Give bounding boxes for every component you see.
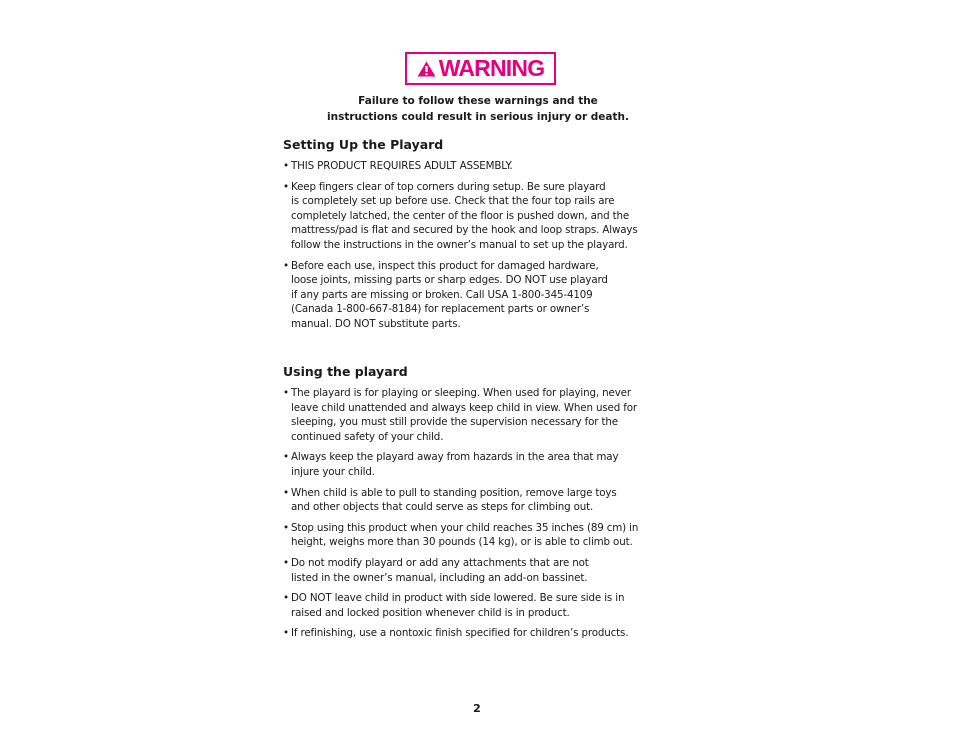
list-item-line: DO NOT leave child in product with side lowered. Be sure side is in: [291, 592, 625, 605]
list-item: [283, 486, 678, 515]
list-item: [283, 626, 678, 641]
bullet-mark: •: [283, 451, 289, 464]
list-item-line: injure your child.: [291, 465, 375, 478]
list-item-line: leave child unattended and always keep child in view. When used for: [291, 401, 637, 414]
list-item-line: THIS PRODUCT REQUIRES ADULT ASSEMBLY.: [291, 160, 513, 172]
list-item-text: [291, 159, 513, 174]
list-item-line: listed in the owner’s manual, including an add-on bassinet.: [291, 571, 588, 584]
bullet-mark: •: [283, 521, 289, 534]
list-item-line: The playard is for playing or sleeping. When used for playing, never: [291, 387, 631, 399]
section-title-setting-up: Setting Up the Playard: [283, 137, 444, 152]
warning-banner: [405, 52, 556, 85]
bullet-mark: •: [283, 387, 289, 399]
list-item-text: [291, 556, 589, 585]
setup-warning-list: [283, 159, 678, 332]
list-item-line: mattress/pad is flat and secured by the hook and loop straps. Always: [291, 224, 638, 237]
warning-intro-line: instructions could result in serious injury or death.: [327, 110, 629, 123]
list-item-text: [291, 486, 617, 515]
list-item-line: Do not modify playard or add any attachments that are not: [291, 556, 589, 569]
bullet-mark: •: [283, 486, 289, 499]
list-item-text: [291, 591, 624, 620]
warning-triangle-icon: [417, 61, 436, 77]
using-warning-list: [283, 386, 678, 641]
list-item: [283, 556, 678, 585]
list-item-line: if any parts are missing or broken. Call USA 1-800-345-4109: [291, 288, 593, 301]
list-item-line: Always keep the playard away from hazards in the area that may: [291, 451, 619, 464]
bullet-mark: •: [283, 180, 289, 193]
list-item-line: follow the instructions in the owner’s manual to set up the playard.: [291, 238, 628, 251]
bullet-mark: •: [283, 592, 289, 605]
list-item-line: loose joints, missing parts or sharp edges. DO NOT use playard: [291, 274, 608, 287]
list-item-line: Stop using this product when your child reaches 35 inches (89 cm) in: [291, 521, 639, 534]
bullet-mark: •: [283, 259, 289, 272]
list-item-text: [291, 180, 638, 253]
list-item: [283, 386, 678, 444]
list-item: [283, 521, 678, 550]
list-item-line: manual. DO NOT substitute parts.: [291, 317, 461, 330]
bullet-mark: •: [283, 627, 289, 640]
bullet-mark: •: [283, 160, 289, 172]
list-item-text: [291, 259, 608, 332]
list-item-line: continued safety of your child.: [291, 430, 444, 443]
list-item-text: [291, 626, 628, 641]
list-item-line: Keep fingers clear of top corners during setup. Be sure playard: [291, 180, 606, 193]
list-item: [283, 259, 678, 332]
list-item-line: When child is able to pull to standing position, remove large toys: [291, 486, 617, 499]
list-item-text: [291, 450, 618, 479]
warning-intro-line: Failure to follow these warnings and the: [358, 95, 598, 107]
page-number: 2: [473, 702, 481, 715]
list-item-line: raised and locked position whenever child is in product.: [291, 606, 570, 619]
list-item: [283, 180, 678, 253]
list-item-line: If refinishing, use a nontoxic finish specified for children’s products.: [291, 627, 629, 640]
list-item: [283, 159, 678, 174]
list-item-line: is completely set up before use. Check that the four top rails are: [291, 195, 615, 208]
section-title-using: Using the playard: [283, 364, 408, 379]
list-item: [283, 450, 678, 479]
list-item-line: sleeping, you must still provide the supervision necessary for the: [291, 416, 618, 429]
bullet-mark: •: [283, 556, 289, 569]
list-item-line: height, weighs more than 30 pounds (14 kg), or is able to climb out.: [291, 536, 633, 549]
warning-label: WARNING: [438, 55, 545, 81]
list-item-line: and other objects that could serve as steps for climbing out.: [291, 501, 594, 514]
warning-intro: [300, 94, 656, 125]
list-item-text: [291, 386, 637, 444]
list-item: [283, 591, 678, 620]
list-item-text: [291, 521, 638, 550]
list-item-line: completely latched, the center of the floor is pushed down, and the: [291, 209, 630, 222]
list-item-line: (Canada 1-800-667-8184) for replacement parts or owner’s: [291, 303, 590, 316]
list-item-line: Before each use, inspect this product for damaged hardware,: [291, 259, 599, 272]
